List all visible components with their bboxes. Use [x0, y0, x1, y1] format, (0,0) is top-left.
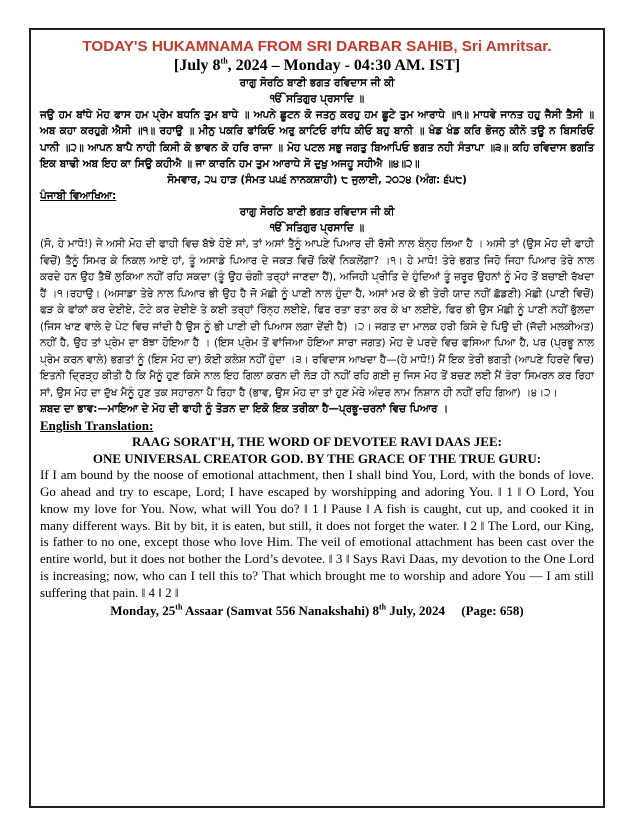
footer-sup1: th: [175, 602, 183, 612]
shabad-bhav: ਸ਼ਬਦ ਦਾ ਭਾਵ:—ਮਾਇਆ ਦੇ ਮੋਹ ਦੀ ਫਾਹੀ ਨੂੰ ਤੋੜਨ ਦਾ ਇਕੋ ਇਕ ਤਰੀਕਾ ਹੈ—ਪ੍ਰਭੂ-ਚਰਨਾਂ ਵਿਚ ਪਿਆਰ ।: [40, 403, 449, 416]
footer-part2: Assaar (Samvat 556 Nanakshahi) 8: [182, 602, 380, 618]
punjabi-mool-line: ੴ ਸਤਿਗੁਰ ਪ੍ਰਸਾਦਿ ॥: [269, 222, 365, 235]
date-sup: th: [220, 56, 228, 66]
gurmukhi-shabad: ਜਉ ਹਮ ਬਾਂਧੇ ਮੋਹ ਫਾਸ ਹਮ ਪ੍ਰੇਮ ਬਧਨਿ ਤੁਮ ਬਾਧੇ ॥ ਅਪਨੇ ਛੂਟਨ ਕੋ ਜਤਨੁ ਕਰਹੁ ਹਮ ਛੂਟੇ ਤੁਮ ਆਰਾਧੇ ॥੧॥ ਮਾਧਵੇ ਜਾਨਤ ਹਹੁ ਜੈਸੀ ਤੈਸੀ ॥ ਅਬ ਕਹਾ ਕਰਹੁਗੇ ਐਸੀ ॥੧॥ ਰਹਾਉ ॥ ਮੀਨੁ ਪਕਰਿ ਫਾਂਕਿਓ ਅਰੁ ਕਾਟਿਓ ਰਾਂਧਿ ਕੀਓ ਬਹੁ ਬਾਨੀ ॥ ਖੰਡ ਖੰਡ ਕਰਿ ਭੋਜਨੁ ਕੀਨੋ ਤਊ ਨ ਬਿਸਰਿਓ ਪਾਨੀ ॥੨॥ ਆਪਨ ਬਾਪੈ ਨਾਹੀ ਕਿਸੀ ਕੋ ਭਾਵਨ ਕੋ ਹਰਿ ਰਾਜਾ ॥ ਮੋਹ ਪਟਲ ਸਭੁ ਜਗਤੁ ਬਿਆਪਿਓ ਭਗਤ ਨਹੀ ਸੰਤਾਪਾ ॥੩॥ ਕਹਿ ਰਵਿਦਾਸ ਭਗਤਿ ਇਕ ਬਾਢੀ ਅਬ ਇਹ ਕਾ ਸਿਉ ਕਹੀਐ ॥ ਜਾ ਕਾਰਨਿ ਹਮ ਤੁਮ ਆਰਾਧੇ ਸੋ ਦੁਖੁ ਅਜਹੂ ਸਹੀਐ ॥੪॥੨॥: [40, 109, 594, 170]
gurmukhi-raag-line: ਰਾਗੁ ਸੋਰਠਿ ਬਾਣੀ ਭਗਤ ਰਵਿਦਾਸ ਜੀ ਕੀ: [239, 77, 395, 89]
date-post: , 2024 – Monday - 04:30 AM. IST]: [227, 57, 461, 74]
english-translation: If I am bound by the noose of emotional attachment, then I shall bind You, Lord, with the bonds of love. Go ahead and try to escape, Lord; I have escaped by worshipping and adoring You. ‖ 1 ‖ O Lord, You know my love for You. Now, what will You do? ‖ 1 ‖ Pause ‖ A fish is caught, cut up, and cooked it in many different ways. Bit by bit, it is eaten, but still, it does not forget the water. ‖ 2 ‖ The Lord, our King, is father to no one, except those who love Him. The veil of emotional attachment has been cast over the entire world, but it does not bother the Lord’s devotee. ‖ 3 ‖ Says Ravi Daas, my devotion to the One Lord is increasing; now, who can I tell this to? That which brought me to worship and adore You — I am still suffering that pain. ‖ 4 ‖ 2 ‖: [40, 467, 594, 600]
footer-part3: July, 2024: [386, 602, 446, 618]
english-label: English Translation:: [40, 418, 154, 434]
english-heading-mool: ONE UNIVERSAL CREATOR GOD. BY THE GRACE OF THE TRUE GURU:: [92, 450, 542, 466]
hukamnama-page: [29, 28, 605, 808]
gurmukhi-mool-line: ੴ ਸਤਿਗੁਰ ਪ੍ਰਸਾਦਿ ॥: [269, 93, 365, 105]
date-pre: [July 8: [173, 57, 221, 74]
page-title: TODAY'S HUKAMNAMA FROM SRI DARBAR SAHIB, Sri Amritsar.: [82, 38, 552, 55]
footer-page: (Page: 658): [461, 602, 524, 618]
english-heading-raag: RAAG SORAT'H, THE WORD OF DEVOTEE RAVI DAAS JEE:: [132, 434, 502, 450]
punjabi-label: ਪੰਜਾਬੀ ਵਿਆਖਿਆ:: [40, 190, 117, 203]
footer-sup2: th: [379, 602, 387, 612]
footer-part1: Monday, 25: [110, 602, 176, 618]
gurmukhi-date-line: ਸੋਮਵਾਰ, ੨੫ ਹਾੜ (ਸੰਮਤ ੫੫੬ ਨਾਨਕਸ਼ਾਹੀ) ੮ ਜੁਲਾਈ, ੨੦੨੪ (ਅੰਗ: ੬੫੮): [167, 174, 467, 187]
date-heading: [40, 56, 594, 75]
punjabi-raag-line: ਰਾਗੁ ਸੋਰਠਿ ਬਾਣੀ ਭਗਤ ਰਵਿਦਾਸ ਜੀ ਕੀ: [239, 206, 395, 219]
footer-date: [40, 602, 594, 619]
punjabi-translation: (ਸੋ, ਹੇ ਮਾਧੋ!) ਜੇ ਅਸੀ ਮੋਹ ਦੀ ਫਾਹੀ ਵਿਚ ਬੱਝੇ ਹੋਏ ਸਾਂ, ਤਾਂ ਅਸਾਂ ਤੈਨੂੰ ਆਪਣੇ ਪਿਆਰ ਦੀ ਰੱਸੀ ਨਾਲ ਬੰਨ੍ਹ ਲਿਆ ਹੈ । ਅਸੀ ਤਾਂ (ਉਸ ਮੋਹ ਦੀ ਫਾਹੀ ਵਿਚੋਂ) ਤੈਨੂੰ ਸਿਮਰ ਕੇ ਨਿਕਲ ਆਏ ਹਾਂ, ਤੂੰ ਅਸਾਡੇ ਪਿਆਰ ਦੇ ਜਕੜ ਵਿਚੋਂ ਕਿਵੇਂ ਨਿਕਲੇਂਗਾ? ।੧। ਹੇ ਮਾਧੋ! ਤੇਰੇ ਭਗਤ ਜਿਹੋ ਜਿਹਾ ਪਿਆਰ ਤੇਰੇ ਨਾਲ ਕਰਦੇ ਹਨ ਉਹ ਤੈਥੋਂ ਲੁਕਿਆ ਨਹੀਂ ਰਹਿ ਸਕਦਾ (ਤੂੰ ਉਹ ਚੰਗੀ ਤਰ੍ਹਾਂ ਜਾਣਦਾ ਹੈਂ), ਅਜਿਹੀ ਪ੍ਰੀਤਿ ਦੇ ਹੁੰਦਿਆਂ ਤੂੰ ਜ਼ਰੂਰ ਉਹਨਾਂ ਨੂੰ ਮੋਹ ਤੋਂ ਬਚਾਈ ਰੱਖਦਾ ਹੈਂ ।੧।ਰਹਾਉ। (ਅਸਾਡਾ ਤੇਰੇ ਨਾਲ ਪਿਆਰ ਭੀ ਉਹ ਹੈ ਜੋ ਮੱਛੀ ਨੂੰ ਪਾਣੀ ਨਾਲ ਹੁੰਦਾ ਹੈ, ਅਸਾਂ ਮਰ ਕੇ ਭੀ ਤੇਰੀ ਯਾਦ ਨਹੀਂ ਛੱਡਣੀ) ਮੱਛੀ (ਪਾਣੀ ਵਿਚੋਂ) ਫੜ ਕੇ ਫਾਂਕਾਂ ਕਰ ਦੇਈਏ, ਟੋਟੇ ਕਰ ਦੇਈਏ ਤੇ ਕਈ ਤਰ੍ਹਾਂ ਰਿੰਨ੍ਹ ਲਈਏ, ਫਿਰ ਰਤਾ ਰਤਾ ਕਰ ਕੇ ਖਾ ਲਈਏ, ਫਿਰ ਭੀ ਉਸ ਮੱਛੀ ਨੂੰ ਪਾਣੀ ਨਹੀਂ ਭੁੱਲਦਾ (ਜਿਸ ਖਾਣ ਵਾਲੇ ਦੇ ਪੇਟ ਵਿਚ ਜਾਂਦੀ ਹੈ ਉਸ ਨੂੰ ਭੀ ਪਾਣੀ ਦੀ ਪਿਆਸ ਲਗਾ ਦੇਂਦੀ ਹੈ) ।੨। ਜਗਤ ਦਾ ਮਾਲਕ ਹਰੀ ਕਿਸੇ ਦੇ ਪਿਉ ਦੀ (ਜੱਦੀ ਮਲਕੀਅਤ) ਨਹੀਂ ਹੈ, ਉਹ ਤਾਂ ਪ੍ਰੇਮ ਦਾ ਬੱਝਾ ਹੋਇਆ ਹੈ । (ਇਸ ਪ੍ਰੇਮ ਤੋਂ ਵਾਂਜਿਆ ਹੋਇਆ ਸਾਰਾ ਜਗਤ) ਮੋਹ ਦੇ ਪਰਦੇ ਵਿਚ ਫਸਿਆ ਪਿਆ ਹੈ, ਪਰ (ਪ੍ਰਭੂ ਨਾਲ ਪ੍ਰੇਮ ਕਰਨ ਵਾਲੇ) ਭਗਤਾਂ ਨੂੰ (ਇਸ ਮੋਹ ਦਾ) ਕੋਈ ਕਲੇਸ਼ ਨਹੀਂ ਹੁੰਦਾ ।੩। ਰਵਿਦਾਸ ਆਖਦਾ ਹੈ—(ਹੇ ਮਾਧੋ!) ਮੈਂ ਇਕ ਤੇਰੀ ਭਗਤੀ (ਆਪਣੇ ਹਿਰਦੇ ਵਿਚ) ਇਤਨੀ ਦ੍ਰਿੜ੍ਹ ਕੀਤੀ ਹੈ ਕਿ ਮੈਨੂੰ ਹੁਣ ਕਿਸੇ ਨਾਲ ਇਹ ਗਿਲਾ ਕਰਨ ਦੀ ਲੋੜ ਹੀ ਨਹੀਂ ਰਹਿ ਗਈ ਜੁ ਜਿਸ ਮੋਹ ਤੋਂ ਬਚਣ ਲਈ ਮੈਂ ਤੇਰਾ ਸਿਮਰਨ ਕਰ ਰਿਹਾ ਸਾਂ, ਉਸ ਮੋਹ ਦਾ ਦੁੱਖ ਮੈਨੂੰ ਹੁਣ ਤਕ ਸਹਾਰਨਾ ਪੈ ਰਿਹਾ ਹੈ (ਭਾਵ, ਉਸ ਮੋਹ ਦਾ ਤਾਂ ਹੁਣ ਮੇਰੇ ਅੰਦਰ ਨਾਮ ਨਿਸ਼ਾਨ ਹੀ ਨਹੀਂ ਰਹਿ ਗਿਆ) ।੪।੨।: [40, 238, 594, 399]
